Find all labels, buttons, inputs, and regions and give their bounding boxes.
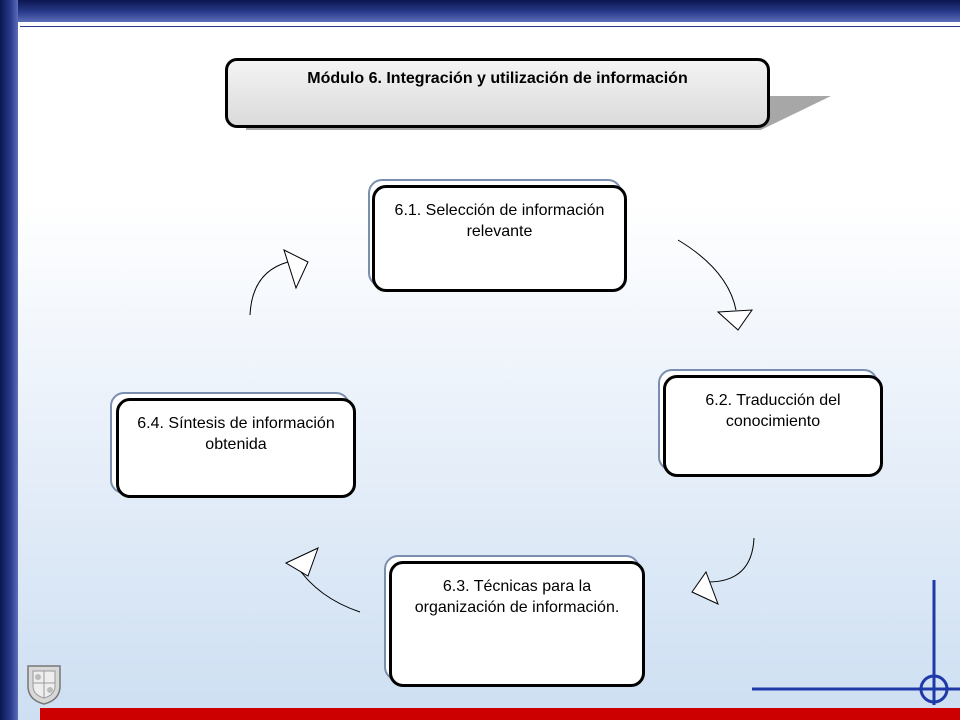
arrow-6-2-to-6-3-curve bbox=[708, 538, 754, 582]
slide-title: Módulo 6. Integración y utilización de información bbox=[307, 70, 688, 87]
node-6-1-label: 6.1. Selección de información relevante bbox=[372, 185, 627, 292]
arrow-6-3-to-6-4-head bbox=[286, 548, 318, 576]
node-6-3-label: 6.3. Técnicas para la organización de información. bbox=[389, 561, 645, 687]
node-6-4-label: 6.4. Síntesis de información obtenida bbox=[116, 398, 356, 498]
arrow-6-4-to-6-1-curve bbox=[250, 262, 288, 315]
arrow-6-1-to-6-2-head bbox=[718, 310, 752, 330]
coat-of-arms-icon bbox=[24, 662, 64, 706]
node-6-2-label: 6.2. Traducción del conocimiento bbox=[663, 375, 883, 477]
arrow-6-4-to-6-1-head bbox=[284, 250, 308, 288]
arrow-6-1-to-6-2-curve bbox=[678, 240, 736, 310]
arrow-6-2-to-6-3-head bbox=[692, 572, 718, 604]
